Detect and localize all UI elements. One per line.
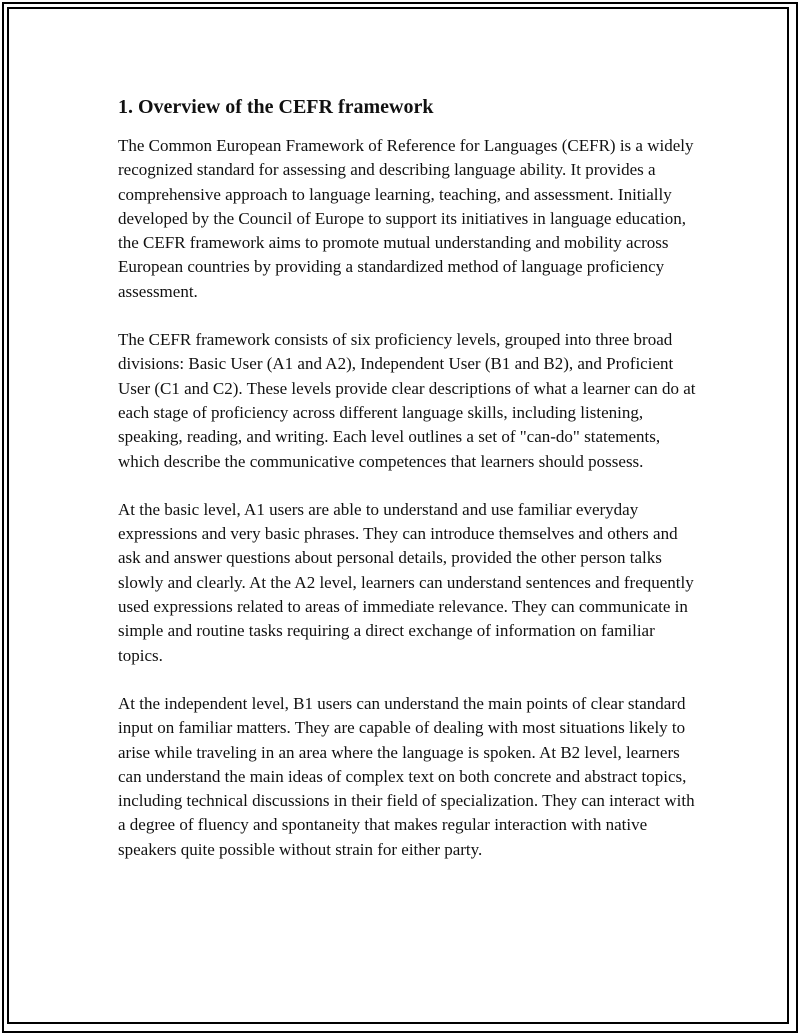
- paragraph-cefr-intro: The Common European Framework of Reference for Languages (CEFR) is a widely recognized standard for assessing and describing language ability. It provides a comprehensive approach to language learning, teaching, and assessment. Initially developed by the Council of Europe to support its initiatives in language education, the CEFR framework aims to promote mutual understanding and mobility across European countries by providing a standardized method of language proficiency assessment.: [118, 136, 694, 301]
- paragraph-basic-level: At the basic level, A1 users are able to understand and use familiar everyday expressions and very basic phrases. They can introduce themselves and others and ask and answer questions about personal details, provided the other person talks slowly and clearly. At the A2 level, learners can understand sentences and frequently used expressions related to areas of immediate relevance. They can communicate in simple and routine tasks requiring a direct exchange of information on familiar topics.: [118, 499, 694, 665]
- paragraph-proficiency-levels: The CEFR framework consists of six proficiency levels, grouped into three broad divisions: Basic User (A1 and A2), Independent User (B1 and B2), and Proficient User (C1 and C2). These levels provide clear descriptions of what a learner can do at each stage of proficiency across different language skills, including listening, speaking, reading, and writing. Each level outlines a set of "can-do" statements, which describe the communicative competences that learners should possess.: [118, 330, 696, 471]
- paragraph-independent-level: At the independent level, B1 users can understand the main points of clear standard input on familiar matters. They are capable of dealing with most situations likely to arise while traveling in an area where the language is spoken. At B2 level, learners can understand the main ideas of complex text on both concrete and abstract topics, including technical discussions in their field of specialization. They can interact with a degree of fluency and spontaneity that makes regular interaction with native speakers quite possible without strain for either party.: [118, 693, 695, 859]
- section-heading: 1. Overview of the CEFR framework: [118, 96, 434, 118]
- document-body: [118, 94, 698, 862]
